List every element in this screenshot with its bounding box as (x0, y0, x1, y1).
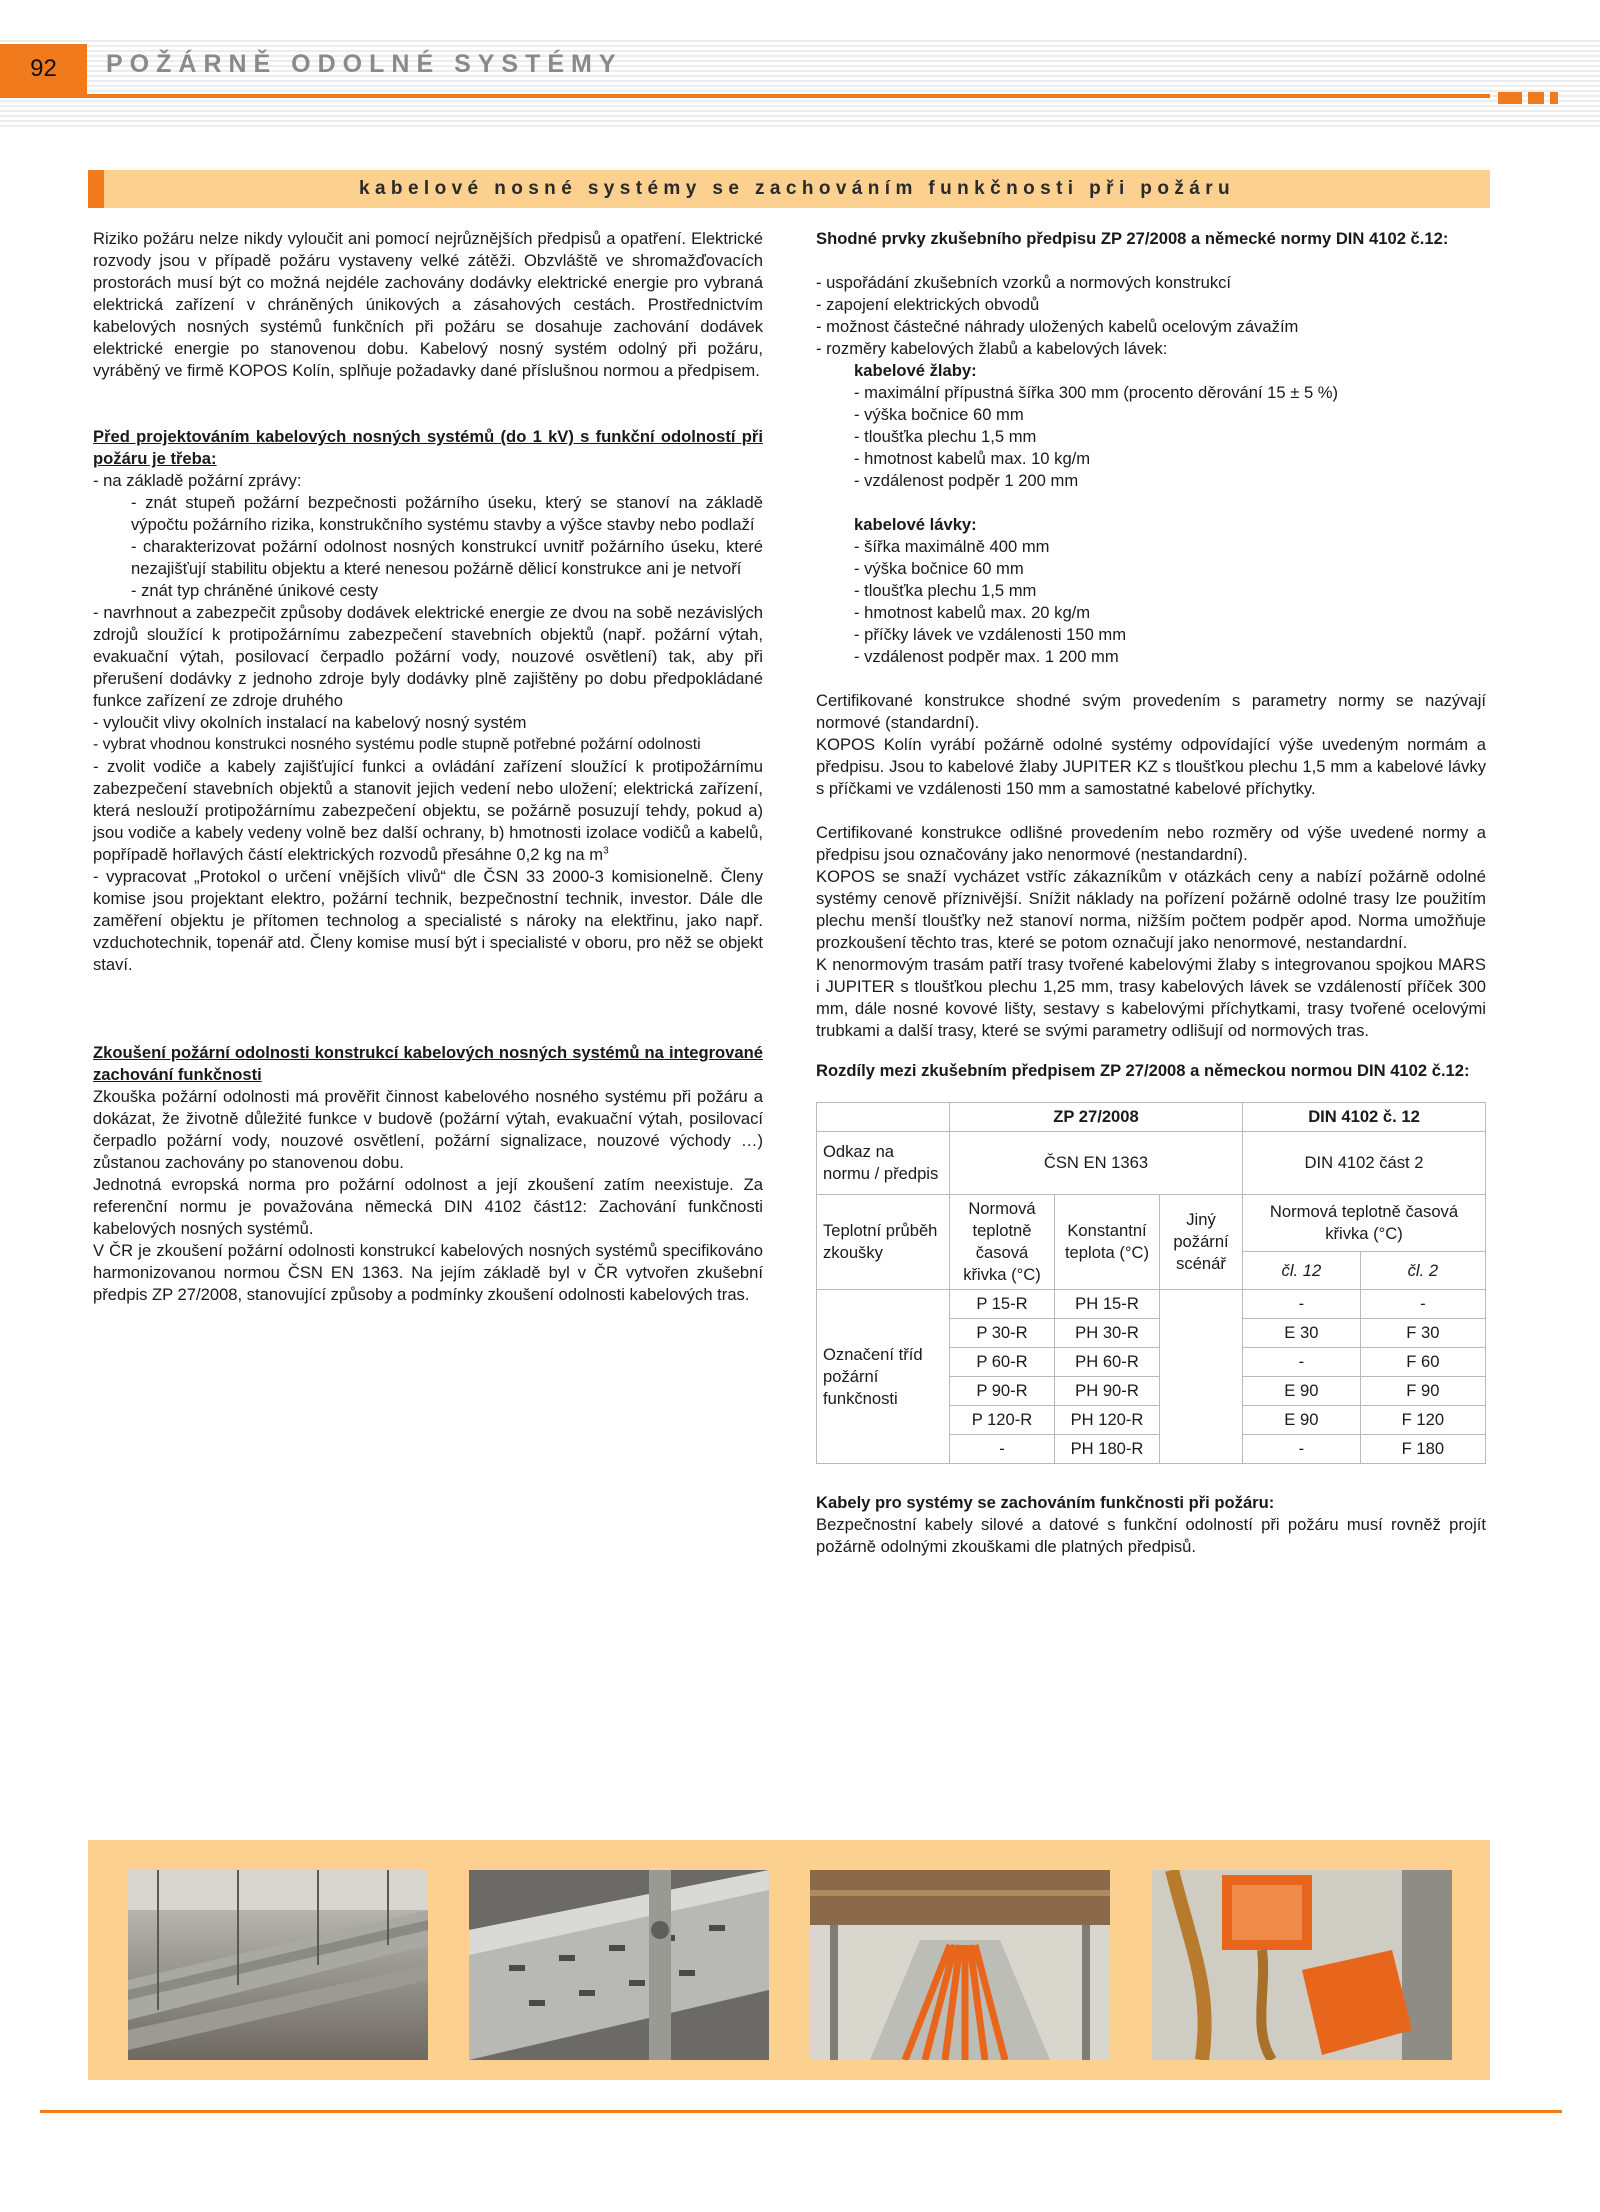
table-cell: E 90 (1243, 1406, 1361, 1435)
footer-rule (40, 2110, 1562, 2113)
table-cell: P 30-R (950, 1319, 1055, 1348)
table-cell: Normová teplotně časová křivka (°C) (950, 1195, 1055, 1290)
comparison-table (816, 1102, 1486, 1464)
list-item: - rozměry kabelových žlabů a kabelových lávek: (816, 339, 1168, 358)
table-cell: P 90-R (950, 1377, 1055, 1406)
table-cell: Konstantní teplota (°C) (1055, 1195, 1160, 1290)
table-cell: PH 120-R (1055, 1406, 1160, 1435)
subheading-cable-ladders: kabelové lávky: (854, 515, 977, 534)
certification-paragraph: Certifikované konstrukce odlišné provedením nebo rozměry od výše uvedené normy a předpisu jsou označovány jako nenormové (nestandardní). (816, 823, 1486, 864)
list-sub-item: - příčky lávek ve vzdálenosti 150 mm (854, 625, 1127, 644)
intro-paragraph: Riziko požáru nelze nikdy vyloučit ani pomocí nejrůznějších předpisů a opatření. Elektrické rozvody jsou v případě požáru vystaveny velké zátěži. Obzvláště ve shromažďovacích prostorách musí být co možná nejdéle zachovány dodávky elektrické energie pro vybraná elektrická zařízení v chráněných únikových a zásahových cestách. Prostřednictvím kabelových nosných systémů funkčních při požáru se dosahuje zachování dodávek elektrické energie po stanovenou dobu. Kabelový nosný systém odolný při požáru, vyráběný ve firmě KOPOS Kolín, splňuje požadavky dané příslušnou normou a předpisem. (93, 229, 763, 380)
header-square-decoration (1528, 92, 1544, 104)
page-header-title: POŽÁRNĚ ODOLNÉ SYSTÉMY (106, 50, 623, 78)
table-cell: P 60-R (950, 1348, 1055, 1377)
list-sub-item: - znát typ chráněné únikové cesty (131, 581, 379, 600)
table-row (817, 1103, 1486, 1132)
testing-paragraph: Jednotná evropská norma pro požární odolnost a její zkoušení zatím neexistuje. Za referenční normu je považována německá DIN 4102 část12: Zachování funkčnosti kabelových nosných systémů. (93, 1175, 763, 1238)
table-row (817, 1195, 1486, 1252)
table-cell: čl. 12 (1243, 1252, 1361, 1290)
table-cell: čl. 2 (1360, 1252, 1485, 1290)
table-row (817, 1290, 1486, 1319)
table-cell: PH 60-R (1055, 1348, 1160, 1377)
photo-orange-cables-tray (810, 1870, 1110, 2060)
list-lead: - na základě požární zprávy: (93, 471, 302, 490)
list-sub-item: - tloušťka plechu 1,5 mm (854, 427, 1037, 446)
table-cell: P 15-R (950, 1290, 1055, 1319)
header-square-decoration (1550, 92, 1558, 104)
list-sub-item: - tloušťka plechu 1,5 mm (854, 581, 1037, 600)
list-item (93, 756, 763, 866)
table-cell: - (1360, 1290, 1485, 1319)
list-item: - vyloučit vlivy okolních instalací na kabelový nosný systém (93, 713, 527, 732)
list-sub-item: - hmotnost kabelů max. 10 kg/m (854, 449, 1091, 468)
table-cell: PH 90-R (1055, 1377, 1160, 1406)
section-heading-cables: Kabely pro systémy se zachováním funkčnosti při požáru: (816, 1493, 1275, 1512)
section-title-band (88, 170, 1490, 208)
list-sub-item: - výška bočnice 60 mm (854, 405, 1024, 424)
table-cell: - (950, 1435, 1055, 1464)
list-item-text: - zvolit vodiče a kabely zajišťující funkci a ovládání zařízení sloužící k protipožárnímu zabezpečení stavebních objektů a stanovit jejich vedení nebo uložení; elektrická zařízení, která neslouží protipožárnímu zabezpečení objektu, se požárně posuzují tehdy, pokud a) jsou vodiče a kabely vedeny volně bez další ochrany, b) hmotnosti izolace vodičů a kabelů, popřípadě hořlavých částí elektrických rozvodů přesáhne 0,2 kg na m (93, 757, 763, 864)
list-item: - vybrat vhodnou konstrukci nosného systému podle stupně potřebné požární odolnosti (93, 736, 701, 753)
section-heading-differences: Rozdíly mezi zkušebním předpisem ZP 27/2008 a německou normou DIN 4102 č.12: (816, 1061, 1470, 1080)
list-item: - vypracovat „Protokol o určení vnějších vlivů“ dle ČSN 33 2000-3 komisionelně. Členy komise jsou projektant elektro, požární technik, bezpečnostní technik, investor. Dále dle zaměření objektu je přítomen technolog a specialisté s nároky na elektřinu, jako např. vzduchotechnik, topenář atd. Členy komise musí být i specialisté v oboru, pro něž se objekt staví. (93, 867, 763, 974)
table-cell: F 120 (1360, 1406, 1485, 1435)
list-sub-item: - šířka maximálně 400 mm (854, 537, 1050, 556)
table-cell: Jiný požární scénář (1160, 1195, 1243, 1290)
table-cell: DIN 4102 část 2 (1243, 1132, 1486, 1195)
section-heading-projecting: Před projektováním kabelových nosných systémů (do 1 kV) s funkční odolností při požáru je třeba: (93, 427, 763, 468)
table-header-cell: ZP 27/2008 (950, 1103, 1243, 1132)
photo-orange-junction-box (1152, 1870, 1452, 2060)
section-heading-testing: Zkoušení požární odolnosti konstrukcí kabelových nosných systémů na integrované zachování funkčnosti (93, 1043, 763, 1084)
left-column (93, 228, 763, 1306)
list-item: - zapojení elektrických obvodů (816, 295, 1040, 314)
certification-paragraph: K nenormovým trasám patří trasy tvořené kabelovými žlaby s integrovanou spojkou MARS i JUPITER s tloušťkou plechu 1,25 mm, trasy kabelových lávek se vzdáleností příček 300 mm, dále nosné kovové lišty, sestavy s kabelovými příchytkami, trasy tvořené ocelovými trubkami a další trasy, které se svými parametry odlišují od normových tras. (816, 955, 1486, 1040)
table-cell: - (1243, 1435, 1361, 1464)
table-cell (1160, 1290, 1243, 1464)
table-cell: F 60 (1360, 1348, 1485, 1377)
list-sub-item: - charakterizovat požární odolnost nosných konstrukcí uvnitř požárního úseku, které nezajišťují stabilitu objektu a které nenesou požárně dělicí konstrukce ani je netvoří (131, 537, 763, 578)
list-sub-item: - maximální přípustná šířka 300 mm (procento děrování 15 ± 5 %) (854, 383, 1339, 402)
table-row-label: Označení tříd požární funkčnosti (817, 1290, 950, 1464)
table-cell: E 30 (1243, 1319, 1361, 1348)
right-column (816, 228, 1486, 1558)
certification-paragraph: KOPOS Kolín vyrábí požárně odolné systémy odpovídající výše uvedeným normám a předpisu. Jsou to kabelové žlaby JUPITER KZ s tloušťkou plechu 1,5 mm a kabelové lávky s příčkami ve vzdálenosti 150 mm a samostatné kabelové příchytky. (816, 735, 1486, 798)
table-cell: P 120-R (950, 1406, 1055, 1435)
list-sub-item: - hmotnost kabelů max. 20 kg/m (854, 603, 1091, 622)
table-row (817, 1132, 1486, 1195)
table-header-cell: DIN 4102 č. 12 (1243, 1103, 1486, 1132)
list-item: - možnost částečné náhrady uložených kabelů ocelovým závažím (816, 317, 1299, 336)
subheading-cable-trays: kabelové žlaby: (854, 361, 977, 380)
header-square-decoration (1498, 92, 1522, 104)
table-cell: - (1243, 1290, 1361, 1319)
list-item: - uspořádání zkušebních vzorků a normových konstrukcí (816, 273, 1232, 292)
photo-cable-trays-ceiling (128, 1870, 428, 2060)
section-title: kabelové nosné systémy se zachováním funkčnosti při požáru (359, 178, 1235, 199)
testing-paragraph: Zkouška požární odolnosti má prověřit činnost kabelového nosného systému při požáru a dokázat, že životně důležité funkce v budově (požární výtah, evakuační výtah, posilovací čerpadlo požární vody, nouzové osvětlení, požární signalizace, nouzové východy …) zůstanou zachovány po stanovenou dobu. (93, 1087, 763, 1172)
testing-paragraph: V ČR je zkoušení požární odolnosti konstrukcí kabelových nosných systémů specifikováno harmonizovanou normou ČSN EN 1363. Na jejím základě byl v ČR vytvořen zkušební předpis ZP 27/2008, stanovující způsoby a podmínky zkoušení odolnosti kabelových tras. (93, 1241, 763, 1304)
table-cell: F 180 (1360, 1435, 1485, 1464)
list-sub-item: - znát stupeň požární bezpečnosti požárního úseku, který se stanoví na základě výpočtu požárního rizika, konstrukčního systému stavby a výšce stavby nebo podlaží (131, 493, 763, 534)
photo-perforated-tray-detail (469, 1870, 769, 2060)
table-row-label: Odkaz na normu / předpis (817, 1132, 950, 1195)
table-cell: F 30 (1360, 1319, 1485, 1348)
cables-paragraph: Bezpečnostní kabely silové a datové s funkční odolností při požáru musí rovněž projít požárně odolnými zkouškami dle platných předpisů. (816, 1515, 1486, 1556)
table-cell: PH 30-R (1055, 1319, 1160, 1348)
page-number: 92 (0, 44, 87, 94)
table-cell (817, 1103, 950, 1132)
table-cell: - (1243, 1348, 1361, 1377)
table-row-label: Teplotní průběh zkoušky (817, 1195, 950, 1290)
list-sub-item: - výška bočnice 60 mm (854, 559, 1024, 578)
superscript: 3 (603, 845, 609, 857)
table-cell: PH 15-R (1055, 1290, 1160, 1319)
list-sub-item: - vzdálenost podpěr max. 1 200 mm (854, 647, 1119, 666)
section-heading-common-elements: Shodné prvky zkušebního předpisu ZP 27/2008 a německé normy DIN 4102 č.12: (816, 229, 1449, 248)
table-cell: PH 180-R (1055, 1435, 1160, 1464)
list-item: - navrhnout a zabezpečit způsoby dodávek elektrické energie ze dvou na sobě nezávislých zdrojů sloužící k protipožárnímu zabezpečení stavebních objektů (např. požární výtah, evakuační výtah, posilovací čerpadlo požární vody, nouzové osvětlení) tak, aby při přerušení dodávky z jednoho zdroje byly dodávky plně zajištěny po dobu předpokládané funkce zařízení ze zdroje druhého (93, 603, 763, 710)
certification-paragraph: KOPOS se snaží vycházet vstříc zákazníkům v otázkách ceny a nabízí požárně odolné systémy cenově příznivější. Snížit náklady na pořízení požárně odolné trasy lze použitím plechu menší tloušťky než stanoví norma, nižším počtem podpěr apod. Norma umožňuje prozkoušení těchto tras, které se potom označují jako nenormové, nestandardní. (816, 867, 1486, 952)
table-cell: E 90 (1243, 1377, 1361, 1406)
table-cell: ČSN EN 1363 (950, 1132, 1243, 1195)
table-cell: F 90 (1360, 1377, 1485, 1406)
table-cell: Normová teplotně časová křivka (°C) (1243, 1195, 1486, 1252)
certification-paragraph: Certifikované konstrukce shodné svým provedením s parametry normy se nazývají normové (standardní). (816, 691, 1486, 732)
header-rule (0, 94, 1490, 98)
list-sub-item: - vzdálenost podpěr 1 200 mm (854, 471, 1079, 490)
